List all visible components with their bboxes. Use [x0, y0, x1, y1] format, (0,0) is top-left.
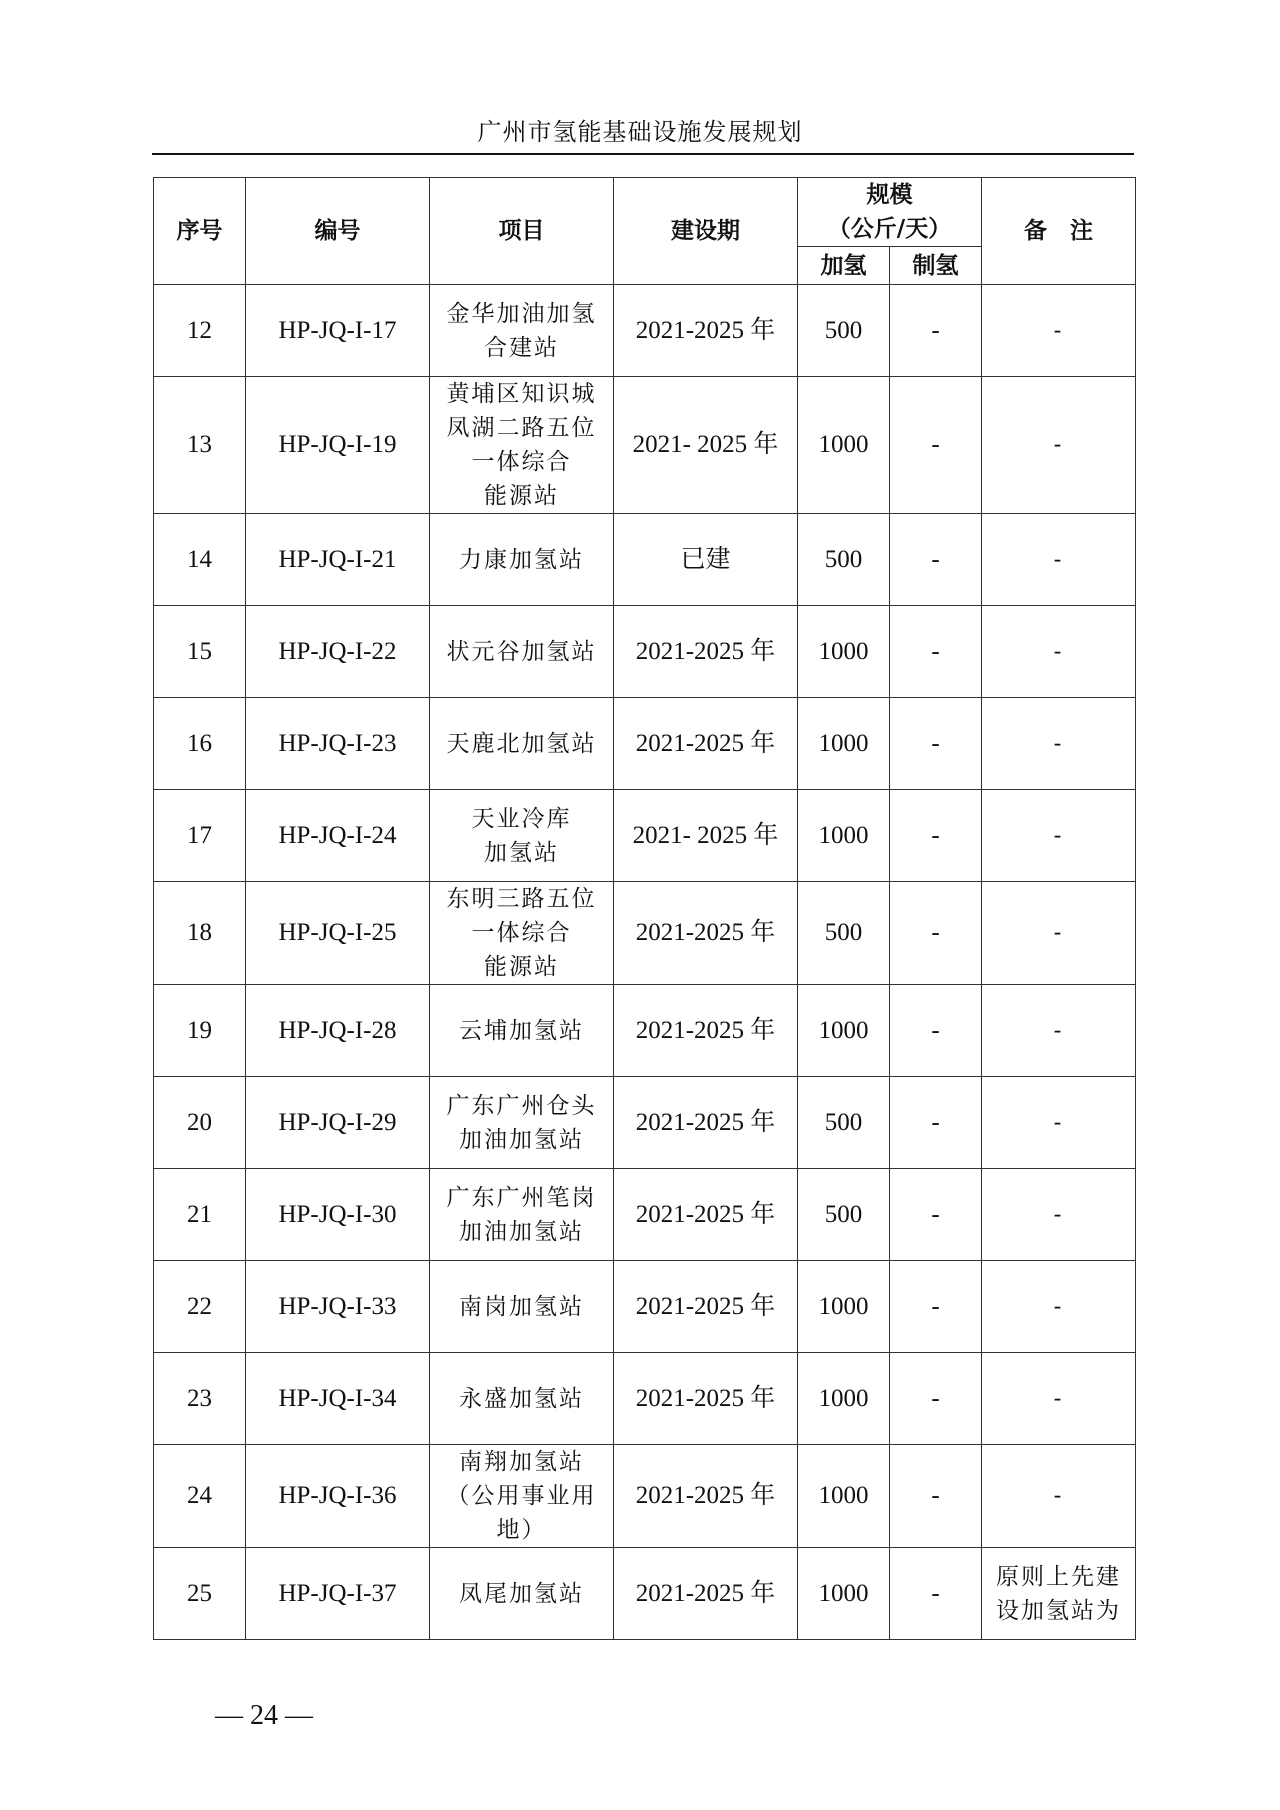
row-project: 天业冷库 加氢站 — [430, 790, 614, 882]
row-refuel: 1000 — [798, 1261, 890, 1353]
row-remark: - — [982, 1353, 1136, 1445]
row-refuel: 500 — [798, 285, 890, 377]
row-seq: 21 — [154, 1169, 246, 1261]
row-seq: 22 — [154, 1261, 246, 1353]
table-row — [154, 514, 1136, 606]
row-project: 南翔加氢站 （公用事业用 地） — [430, 1445, 614, 1548]
row-produce: - — [890, 1077, 982, 1169]
row-remark: - — [982, 698, 1136, 790]
row-produce: - — [890, 606, 982, 698]
row-code: HP-JQ-I-17 — [246, 285, 430, 377]
page-number: — 24 — — [215, 1700, 313, 1731]
row-period: 已建 — [614, 514, 798, 606]
row-remark: - — [982, 285, 1136, 377]
row-refuel: 1000 — [798, 1548, 890, 1640]
row-project: 力康加氢站 — [430, 514, 614, 606]
row-period: 2021-2025 年 — [614, 606, 798, 698]
row-code: HP-JQ-I-19 — [246, 377, 430, 514]
row-code: HP-JQ-I-22 — [246, 606, 430, 698]
row-seq: 24 — [154, 1445, 246, 1548]
row-seq: 16 — [154, 698, 246, 790]
row-seq: 12 — [154, 285, 246, 377]
row-produce: - — [890, 1169, 982, 1261]
row-period: 2021-2025 年 — [614, 698, 798, 790]
table-row — [154, 1169, 1136, 1261]
table-row — [154, 790, 1136, 882]
row-code: HP-JQ-I-25 — [246, 882, 430, 985]
row-refuel: 500 — [798, 514, 890, 606]
row-refuel: 1000 — [798, 1353, 890, 1445]
page-header-title: 广州市氢能基础设施发展规划 — [477, 118, 803, 146]
table-body — [154, 285, 1136, 1640]
row-code: HP-JQ-I-36 — [246, 1445, 430, 1548]
row-period: 2021-2025 年 — [614, 1445, 798, 1548]
row-refuel: 1000 — [798, 985, 890, 1077]
row-project: 状元谷加氢站 — [430, 606, 614, 698]
row-project: 永盛加氢站 — [430, 1353, 614, 1445]
header-seq: 序号 — [154, 178, 246, 285]
row-produce: - — [890, 377, 982, 514]
table-row — [154, 1261, 1136, 1353]
header-produce: 制氢 — [890, 247, 982, 285]
row-period: 2021-2025 年 — [614, 285, 798, 377]
row-code: HP-JQ-I-33 — [246, 1261, 430, 1353]
row-refuel: 1000 — [798, 377, 890, 514]
row-project: 云埔加氢站 — [430, 985, 614, 1077]
row-code: HP-JQ-I-24 — [246, 790, 430, 882]
header-refuel: 加氢 — [798, 247, 890, 285]
row-seq: 20 — [154, 1077, 246, 1169]
row-project: 广东广州笔岗 加油加氢站 — [430, 1169, 614, 1261]
row-period: 2021-2025 年 — [614, 1548, 798, 1640]
row-period: 2021-2025 年 — [614, 882, 798, 985]
table-row — [154, 377, 1136, 514]
row-remark: - — [982, 1077, 1136, 1169]
table-row — [154, 1353, 1136, 1445]
row-produce: - — [890, 882, 982, 985]
header-period: 建设期 — [614, 178, 798, 285]
row-seq: 14 — [154, 514, 246, 606]
header-project: 项目 — [430, 178, 614, 285]
row-seq: 17 — [154, 790, 246, 882]
row-remark: - — [982, 882, 1136, 985]
row-project: 南岗加氢站 — [430, 1261, 614, 1353]
row-code: HP-JQ-I-34 — [246, 1353, 430, 1445]
row-project: 凤尾加氢站 — [430, 1548, 614, 1640]
row-seq: 19 — [154, 985, 246, 1077]
row-project: 天鹿北加氢站 — [430, 698, 614, 790]
row-project: 黄埔区知识城 凤湖二路五位 一体综合 能源站 — [430, 377, 614, 514]
row-period: 2021-2025 年 — [614, 1077, 798, 1169]
row-remark: - — [982, 1261, 1136, 1353]
row-period: 2021-2025 年 — [614, 985, 798, 1077]
row-produce: - — [890, 1353, 982, 1445]
table-row — [154, 882, 1136, 985]
header-divider — [152, 153, 1134, 155]
row-remark: - — [982, 377, 1136, 514]
row-code: HP-JQ-I-21 — [246, 514, 430, 606]
row-remark: 原则上先建 设加氢站为 — [982, 1548, 1136, 1640]
row-remark: - — [982, 985, 1136, 1077]
row-project: 金华加油加氢 合建站 — [430, 285, 614, 377]
table-row — [154, 1548, 1136, 1640]
row-code: HP-JQ-I-28 — [246, 985, 430, 1077]
row-seq: 25 — [154, 1548, 246, 1640]
row-period: 2021-2025 年 — [614, 1353, 798, 1445]
table-row — [154, 698, 1136, 790]
row-produce: - — [890, 790, 982, 882]
row-code: HP-JQ-I-30 — [246, 1169, 430, 1261]
table-row — [154, 285, 1136, 377]
row-produce: - — [890, 985, 982, 1077]
row-period: 2021- 2025 年 — [614, 377, 798, 514]
row-remark: - — [982, 1445, 1136, 1548]
row-produce: - — [890, 285, 982, 377]
row-produce: - — [890, 514, 982, 606]
row-produce: - — [890, 1261, 982, 1353]
row-produce: - — [890, 1548, 982, 1640]
table-row — [154, 1445, 1136, 1548]
row-period: 2021- 2025 年 — [614, 790, 798, 882]
row-produce: - — [890, 1445, 982, 1548]
row-seq: 13 — [154, 377, 246, 514]
row-period: 2021-2025 年 — [614, 1261, 798, 1353]
row-seq: 18 — [154, 882, 246, 985]
hydrogen-station-table — [153, 177, 1136, 1640]
table-row — [154, 985, 1136, 1077]
row-project: 东明三路五位 一体综合 能源站 — [430, 882, 614, 985]
header-scale: 规模 （公斤/天） — [798, 178, 982, 247]
row-code: HP-JQ-I-29 — [246, 1077, 430, 1169]
row-remark: - — [982, 1169, 1136, 1261]
row-seq: 15 — [154, 606, 246, 698]
row-refuel: 1000 — [798, 790, 890, 882]
row-refuel: 1000 — [798, 606, 890, 698]
row-remark: - — [982, 790, 1136, 882]
row-period: 2021-2025 年 — [614, 1169, 798, 1261]
row-remark: - — [982, 514, 1136, 606]
row-refuel: 500 — [798, 882, 890, 985]
row-project: 广东广州仓头 加油加氢站 — [430, 1077, 614, 1169]
row-remark: - — [982, 606, 1136, 698]
row-code: HP-JQ-I-37 — [246, 1548, 430, 1640]
row-refuel: 500 — [798, 1169, 890, 1261]
row-seq: 23 — [154, 1353, 246, 1445]
table-row — [154, 606, 1136, 698]
row-refuel: 1000 — [798, 1445, 890, 1548]
row-refuel: 500 — [798, 1077, 890, 1169]
table-row — [154, 1077, 1136, 1169]
header-code: 编号 — [246, 178, 430, 285]
row-produce: - — [890, 698, 982, 790]
header-remark: 备 注 — [982, 178, 1136, 285]
row-code: HP-JQ-I-23 — [246, 698, 430, 790]
row-refuel: 1000 — [798, 698, 890, 790]
